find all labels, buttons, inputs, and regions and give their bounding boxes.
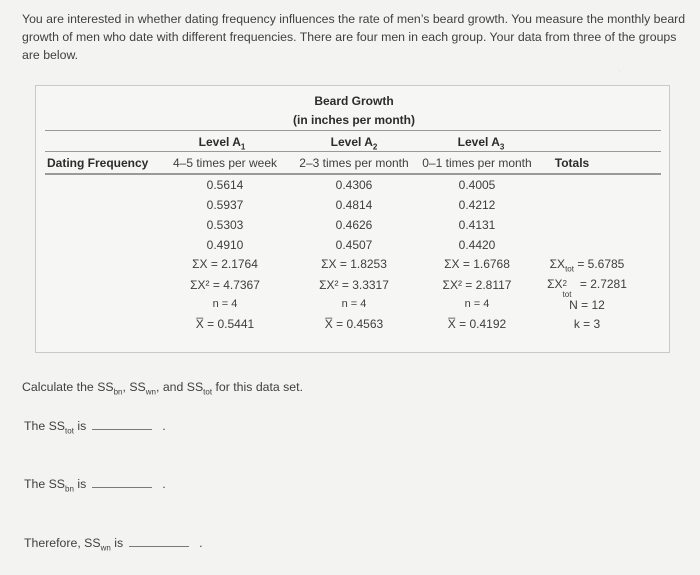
a2-sum-x: ΣX = 1.8253 xyxy=(321,257,387,271)
ss-tot-input[interactable] xyxy=(92,417,152,430)
a2-value-2: 0.4814 xyxy=(335,198,373,212)
a3-value-2: 0.4212 xyxy=(458,198,496,212)
row-label-dating-frequency: Dating Frequency xyxy=(47,156,149,170)
totals-n: N = 12 xyxy=(569,298,605,312)
freq-a1: 4–5 times per week xyxy=(172,156,278,170)
a1-value-4: 0.4910 xyxy=(206,238,244,252)
ss-wn-input[interactable] xyxy=(129,534,189,547)
freq-a3: 0–1 times per month xyxy=(422,156,532,170)
a2-value-1: 0.4306 xyxy=(335,178,373,192)
a1-value-3: 0.5303 xyxy=(206,218,244,232)
a1-value-1: 0.5614 xyxy=(206,178,244,192)
answer-row-ss-bn: The $SS_{bn}$ is . xyxy=(24,477,166,494)
a3-sum-x: ΣX = 1.6768 xyxy=(444,257,510,271)
question-prompt: Calculate the $SS_{bn}$, $SS_{wn}$, and $SS_{tot}$ for this data set. xyxy=(22,380,303,397)
a2-sum-x2: ΣX² = 3.3317 xyxy=(319,278,389,292)
level-a3-header: Level $A_3$ xyxy=(457,135,505,152)
table-subtitle: (in inches per month) xyxy=(292,113,416,127)
totals-sum-x: $\Sigma X_{tot} = 5.6785$ xyxy=(549,257,625,274)
a1-n: n = 4 xyxy=(212,298,238,310)
a3-value-1: 0.4005 xyxy=(458,178,496,192)
a1-value-2: 0.5937 xyxy=(206,198,244,212)
freq-a2: 2–3 times per month xyxy=(299,156,409,170)
ss-bn-input[interactable] xyxy=(92,475,152,488)
a1-sum-x2: ΣX² = 4.7367 xyxy=(190,278,260,292)
answer-row-ss-tot: The $SS_{tot}$ is . xyxy=(24,419,166,436)
a1-sum-x: ΣX = 2.1764 xyxy=(192,257,258,271)
a1-mean: X̅ = 0.5441 xyxy=(195,317,255,331)
a2-value-3: 0.4626 xyxy=(335,218,373,232)
totals-header: Totals xyxy=(554,156,590,170)
level-a2-header: Level $A_2$ xyxy=(330,135,378,152)
rule-header-bottom xyxy=(45,173,661,175)
a3-value-4: 0.4420 xyxy=(458,238,496,252)
answer-row-ss-wn: Therefore, $SS_{wn}$ is . xyxy=(24,536,203,553)
faint-mark: · xyxy=(618,65,621,75)
totals-sum-x2: ΣX 2 tot = 2.7281 xyxy=(547,277,627,299)
data-table-panel xyxy=(35,85,670,353)
a2-n: n = 4 xyxy=(341,298,367,310)
rule-mid xyxy=(45,151,661,152)
a3-sum-x2: ΣX² = 2.8117 xyxy=(442,278,512,292)
problem-intro: You are interested in whether dating frequency influences the rate of men’s beard growth. You measure the monthly beard growth of men who date with different frequencies. There are four men in each group. Your data from three of the groups are below. xyxy=(22,12,686,62)
level-a1-header: Level $A_1$ xyxy=(198,135,246,152)
a2-value-4: 0.4507 xyxy=(335,238,373,252)
table-title: Beard Growth xyxy=(314,94,394,108)
a3-mean: X̅ = 0.4192 xyxy=(447,317,507,331)
totals-k: k = 3 xyxy=(573,317,601,331)
a2-mean: X̅ = 0.4563 xyxy=(324,317,384,331)
a3-n: n = 4 xyxy=(464,298,490,310)
rule-top xyxy=(45,130,661,131)
a3-value-3: 0.4131 xyxy=(458,218,496,232)
